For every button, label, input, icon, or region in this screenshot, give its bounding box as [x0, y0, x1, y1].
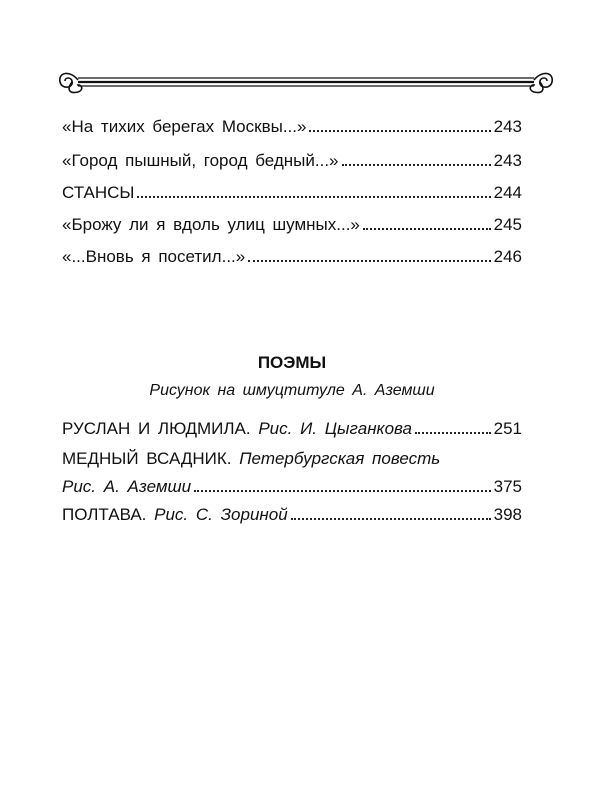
entry-page: 244: [493, 183, 522, 202]
entry-page: 243: [493, 151, 522, 170]
entry-artist: Рис. А. Аземши: [62, 477, 192, 496]
section-subtitle: Рисунок на шмуцтитуле А. Аземши: [149, 382, 435, 399]
dot-leader: [342, 164, 491, 166]
ornamental-divider-icon: [56, 64, 556, 94]
toc-entry: [62, 418, 522, 440]
entry-page: 375: [493, 477, 522, 496]
entry-title-text: МЕДНЫЙ ВСАДНИК.: [62, 449, 232, 468]
dot-leader: [363, 228, 491, 230]
entry-page: 243: [493, 117, 522, 136]
entry-title: [62, 476, 191, 498]
dot-leader: [309, 130, 490, 132]
toc-entry-heading: [62, 448, 522, 470]
toc-entry: [62, 476, 522, 498]
toc-entry: [62, 116, 522, 138]
dot-leader: [415, 432, 491, 434]
entry-page: 398: [493, 505, 522, 524]
toc-poems: [62, 418, 522, 526]
dot-leader: [194, 490, 491, 492]
entry-title: «Брожу ли я вдоль улиц шумных...»: [62, 215, 360, 234]
entry-title-text: РУСЛАН И ЛЮДМИЛА.: [62, 419, 251, 438]
entry-artist: Рис. С. Зориной: [154, 505, 288, 524]
section-heading: ПОЭМЫ: [257, 353, 327, 372]
dot-leader: [137, 196, 490, 198]
entry-title-text: ПОЛТАВА.: [62, 505, 147, 524]
entry-title: [62, 418, 412, 440]
toc-entry: [62, 504, 522, 526]
entry-title: «Город пышный, город бедный...»: [62, 151, 339, 170]
toc-lyrics: [62, 116, 522, 268]
entry-title: «...Вновь я посетил...»: [62, 247, 246, 266]
toc-entry: [62, 182, 522, 204]
toc-entry: [62, 150, 522, 172]
entry-title: «На тихих берегах Москвы...»: [62, 117, 307, 136]
entry-title: СТАНСЫ: [62, 183, 135, 202]
dot-leader: [248, 260, 490, 262]
entry-subtitle: Петербургская повесть: [239, 449, 441, 468]
toc-entry: [62, 246, 522, 268]
entry-artist: Рис. И. Цыганкова: [258, 419, 412, 438]
entry-page: 245: [493, 215, 522, 234]
toc-entry: [62, 214, 522, 236]
entry-title: [62, 504, 288, 526]
entry-page: 246: [493, 247, 522, 266]
dot-leader: [291, 518, 491, 520]
entry-page: 251: [493, 419, 522, 438]
